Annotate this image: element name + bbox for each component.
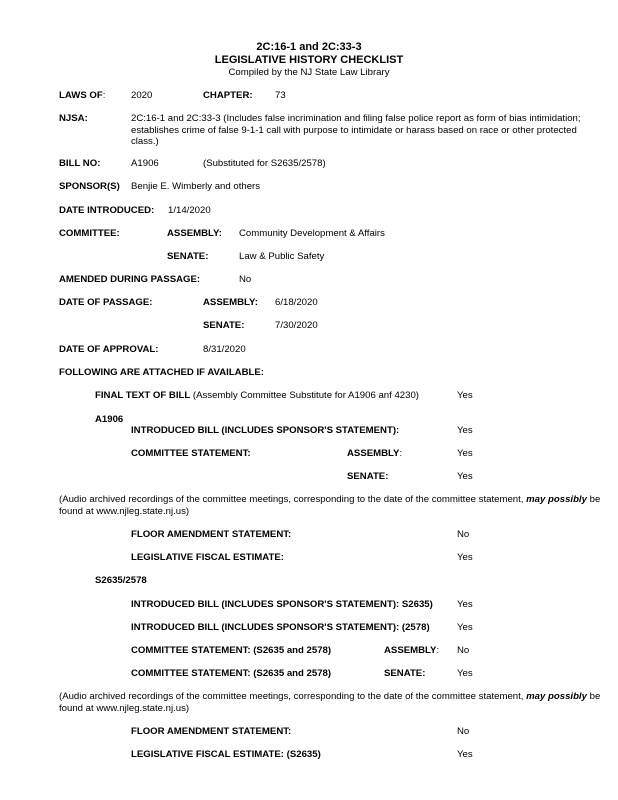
doc-title-2: LEGISLATIVE HISTORY CHECKLIST xyxy=(214,54,404,66)
passage-senate-value: 7/30/2020 xyxy=(275,320,318,331)
s2635-floor-value: No xyxy=(457,726,470,737)
chapter-label: CHAPTER: xyxy=(203,90,253,101)
amended-value: No xyxy=(239,274,252,285)
a1906-introduced-label: INTRODUCED BILL (INCLUDES SPONSOR'S STATEMENT): xyxy=(131,425,400,436)
s2635-committee1-label: COMMITTEE STATEMENT: (S2635 and 2578) xyxy=(131,645,332,656)
a1906-senate-value: Yes xyxy=(457,471,473,482)
bill-no-value: A1906 xyxy=(131,158,159,169)
a1906-committee-label: COMMITTEE STATEMENT: xyxy=(131,448,251,459)
s2635-intro2-label: INTRODUCED BILL (INCLUDES SPONSOR'S STATEMENT): (2578) xyxy=(131,622,430,633)
s2635-floor-label: FLOOR AMENDMENT STATEMENT: xyxy=(131,726,292,737)
date-introduced-label: DATE INTRODUCED: xyxy=(59,205,155,216)
a1906-floor-label: FLOOR AMENDMENT STATEMENT: xyxy=(131,529,292,540)
attached-heading: FOLLOWING ARE ATTACHED IF AVAILABLE: xyxy=(59,367,264,378)
doc-title: 2C:16-1 and 2C:33-3 xyxy=(256,41,362,53)
committee-senate-label: SENATE: xyxy=(167,251,209,262)
a1906-introduced-value: Yes xyxy=(457,425,473,436)
passage-assembly-value: 6/18/2020 xyxy=(275,297,318,308)
s2635-committee1-house: ASSEMBLY: xyxy=(384,645,440,656)
s2635-committee2-house: SENATE: xyxy=(384,668,426,679)
laws-of-value: 2020 xyxy=(131,90,153,101)
a1906-assembly-label: ASSEMBLY: xyxy=(347,448,403,459)
passage-label: DATE OF PASSAGE: xyxy=(59,297,153,308)
a1906-heading: A1906 xyxy=(95,414,124,425)
s2635-heading: S2635/2578 xyxy=(95,575,147,586)
committee-label: COMMITTEE: xyxy=(59,228,120,239)
committee-assembly-label: ASSEMBLY: xyxy=(167,228,222,239)
final-text-row: FINAL TEXT OF BILL (Assembly Committee Substitute for A1906 anf 4230) xyxy=(95,390,420,401)
passage-senate-label: SENATE: xyxy=(203,320,245,331)
a1906-senate-label: SENATE: xyxy=(347,471,389,482)
bill-no-note: (Substituted for S2635/2578) xyxy=(203,158,326,169)
s2635-fiscal-label: LEGISLATIVE FISCAL ESTIMATE: (S2635) xyxy=(131,749,321,760)
doc-subtitle: Compiled by the NJ State Law Library xyxy=(228,67,390,78)
njsa-value: 2C:16-1 and 2C:33-3 (Includes false incrimination and filing false police report as form of bias intimidation; establishes crime of false 9-1-1 call with purpose to intimidate or harass based on race or other protected class.) xyxy=(131,113,581,148)
a1906-fiscal-label: LEGISLATIVE FISCAL ESTIMATE: xyxy=(131,552,284,563)
njsa-label: NJSA: xyxy=(59,113,88,124)
s2635-committee1-value: No xyxy=(457,645,470,656)
final-text-value: Yes xyxy=(457,390,473,401)
committee-senate-value: Law & Public Safety xyxy=(239,251,325,262)
approval-label: DATE OF APPROVAL: xyxy=(59,344,159,355)
a1906-fiscal-value: Yes xyxy=(457,552,473,563)
s2635-intro2-value: Yes xyxy=(457,622,473,633)
date-introduced-value: 1/14/2020 xyxy=(168,205,211,216)
a1906-audio-note: (Audio archived recordings of the committee meetings, corresponding to the date of the committee statement, may possibly be found at www.njleg.state.nj.us) xyxy=(59,494,601,517)
bill-no-label: BILL NO: xyxy=(59,158,101,169)
passage-assembly-label: ASSEMBLY: xyxy=(203,297,258,308)
s2635-fiscal-value: Yes xyxy=(457,749,473,760)
s2635-committee2-value: Yes xyxy=(457,668,473,679)
sponsor-label: SPONSOR(S) xyxy=(59,181,120,192)
sponsor-value: Benjie E. Wimberly and others xyxy=(131,181,261,192)
committee-assembly-value: Community Development & Affairs xyxy=(239,228,385,239)
a1906-assembly-value: Yes xyxy=(457,448,473,459)
s2635-intro1-label: INTRODUCED BILL (INCLUDES SPONSOR'S STATEMENT): S2635) xyxy=(131,599,433,610)
chapter-value: 73 xyxy=(275,90,286,101)
s2635-committee2-label: COMMITTEE STATEMENT: (S2635 and 2578) xyxy=(131,668,332,679)
s2635-intro1-value: Yes xyxy=(457,599,473,610)
s2635-audio-note: (Audio archived recordings of the committee meetings, corresponding to the date of the committee statement, may possibly be found at www.njleg.state.nj.us) xyxy=(59,691,601,714)
a1906-floor-value: No xyxy=(457,529,470,540)
laws-of-label: LAWS OF: xyxy=(59,90,106,101)
approval-value: 8/31/2020 xyxy=(203,344,246,355)
amended-label: AMENDED DURING PASSAGE: xyxy=(59,274,201,285)
